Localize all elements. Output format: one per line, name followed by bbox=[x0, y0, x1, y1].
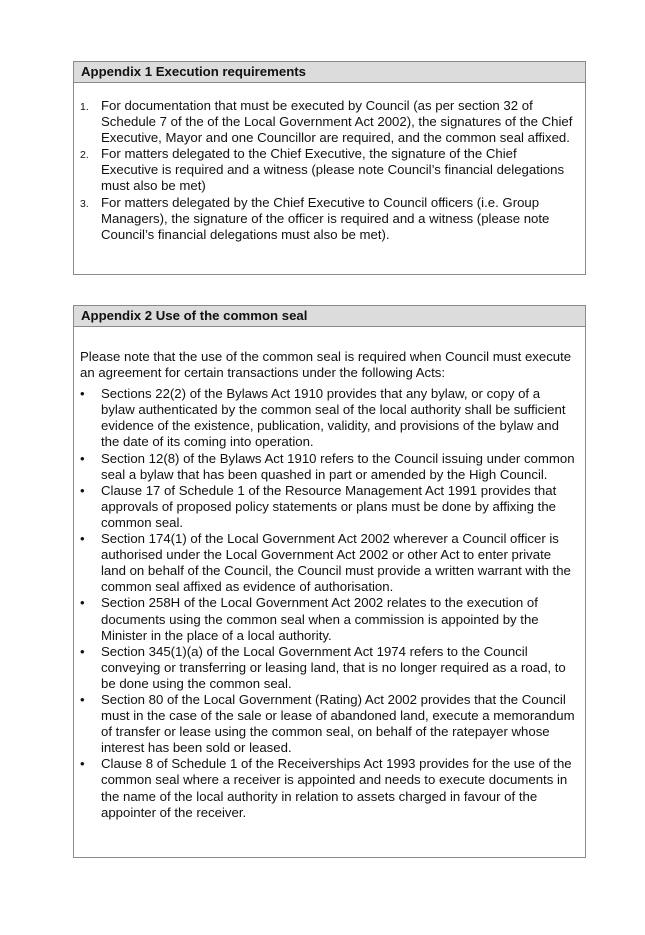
list-item bbox=[80, 756, 575, 820]
list-item bbox=[80, 691, 575, 756]
bullet: • bbox=[80, 482, 85, 498]
appendix-2-heading: Appendix 2 Use of the common seal bbox=[74, 306, 585, 327]
appendix-1-heading: Appendix 1 Execution requirements bbox=[74, 62, 585, 83]
item-number: 2. bbox=[80, 149, 89, 162]
item-text: Clause 8 of Schedule 1 of the Receiverships Act 1993 provides for the use of the common seal where a receiver is appointed and needs to execute documents in the name of the local authority in relation to assets charged in favour of the appointer of the receiver. bbox=[101, 756, 572, 820]
item-text: For documentation that must be executed by Council (as per section 32 of Schedule 7 of the of the Local Government Act 2002), the signatures of the Chief Executive, Mayor and one Councillor are required, and the common seal affixed. bbox=[101, 98, 573, 146]
list-item bbox=[80, 386, 575, 450]
list-item bbox=[80, 450, 575, 483]
bullet: • bbox=[80, 386, 85, 402]
bullet: • bbox=[80, 531, 85, 547]
bullet: • bbox=[80, 756, 85, 772]
item-text: Clause 17 of Schedule 1 of the Resource Management Act 1991 provides that approvals of proposed policy statements or plans must be done by affixing the common seal. bbox=[101, 482, 557, 530]
item-text: Section 12(8) of the Bylaws Act 1910 refers to the Council issuing under common seal a bylaw that has been quashed in part or amended by the High Council. bbox=[101, 450, 575, 482]
item-text: For matters delegated by the Chief Executive to Council officers (i.e. Group Managers), the signature of the officer is required and a witness (please note Council’s financial delegations must also be met). bbox=[101, 194, 550, 242]
appendix-1-body bbox=[74, 83, 585, 243]
item-text: Section 258H of the Local Government Act 2002 relates to the execution of documents using the common seal when a commission is appointed by the Minister in the place of a local authority. bbox=[101, 595, 539, 643]
list-item bbox=[80, 194, 575, 243]
list-item bbox=[80, 482, 575, 531]
bullet: • bbox=[80, 595, 85, 611]
list-item bbox=[80, 98, 575, 146]
item-text: Sections 22(2) of the Bylaws Act 1910 provides that any bylaw, or copy of a bylaw authenticated by the common seal of the local authority shall be sufficient evidence of the existence, publication, validity, and provisions of the bylaw and the date of its coming into operation. bbox=[101, 386, 566, 450]
common-seal-acts-list bbox=[74, 386, 575, 821]
appendix-2-body bbox=[74, 327, 585, 821]
item-text: For matters delegated to the Chief Executive, the signature of the Chief Executive is required and a witness (please note Council’s financial delegations must also be met) bbox=[101, 146, 565, 194]
item-text: Section 345(1)(a) of the Local Government Act 1974 refers to the Council conveying or transferring or leasing land, that is no longer required as a road, to be done using the common seal. bbox=[101, 643, 566, 691]
list-item bbox=[80, 531, 575, 595]
item-text: Section 174(1) of the Local Government Act 2002 wherever a Council officer is authorised under the Local Government Act 2002 or other Act to enter private land on behalf of the Council, the Council must provide a written warrant with the common seal affixed as evidence of authorisation. bbox=[101, 531, 571, 595]
list-item bbox=[80, 595, 575, 643]
list-item bbox=[80, 146, 575, 194]
appendix-2-intro: Please note that the use of the common seal is required when Council must execute an agreement for certain transactions under the following Acts: bbox=[80, 349, 572, 381]
bullet: • bbox=[80, 691, 85, 707]
item-number: 3. bbox=[80, 197, 89, 210]
execution-requirements-list bbox=[74, 98, 575, 243]
item-number: 1. bbox=[80, 101, 89, 113]
bullet: • bbox=[80, 450, 85, 466]
list-item bbox=[80, 643, 575, 692]
item-text: Section 80 of the Local Government (Rating) Act 2002 provides that the Council must in the case of the sale or lease of abandoned land, execute a memorandum of transfer or lease using the common seal, on behalf of the ratepayer whose interest has been sold or leased. bbox=[101, 691, 575, 756]
appendix-2-box bbox=[73, 305, 586, 858]
appendix-1-box bbox=[73, 61, 586, 275]
bullet: • bbox=[80, 643, 85, 659]
